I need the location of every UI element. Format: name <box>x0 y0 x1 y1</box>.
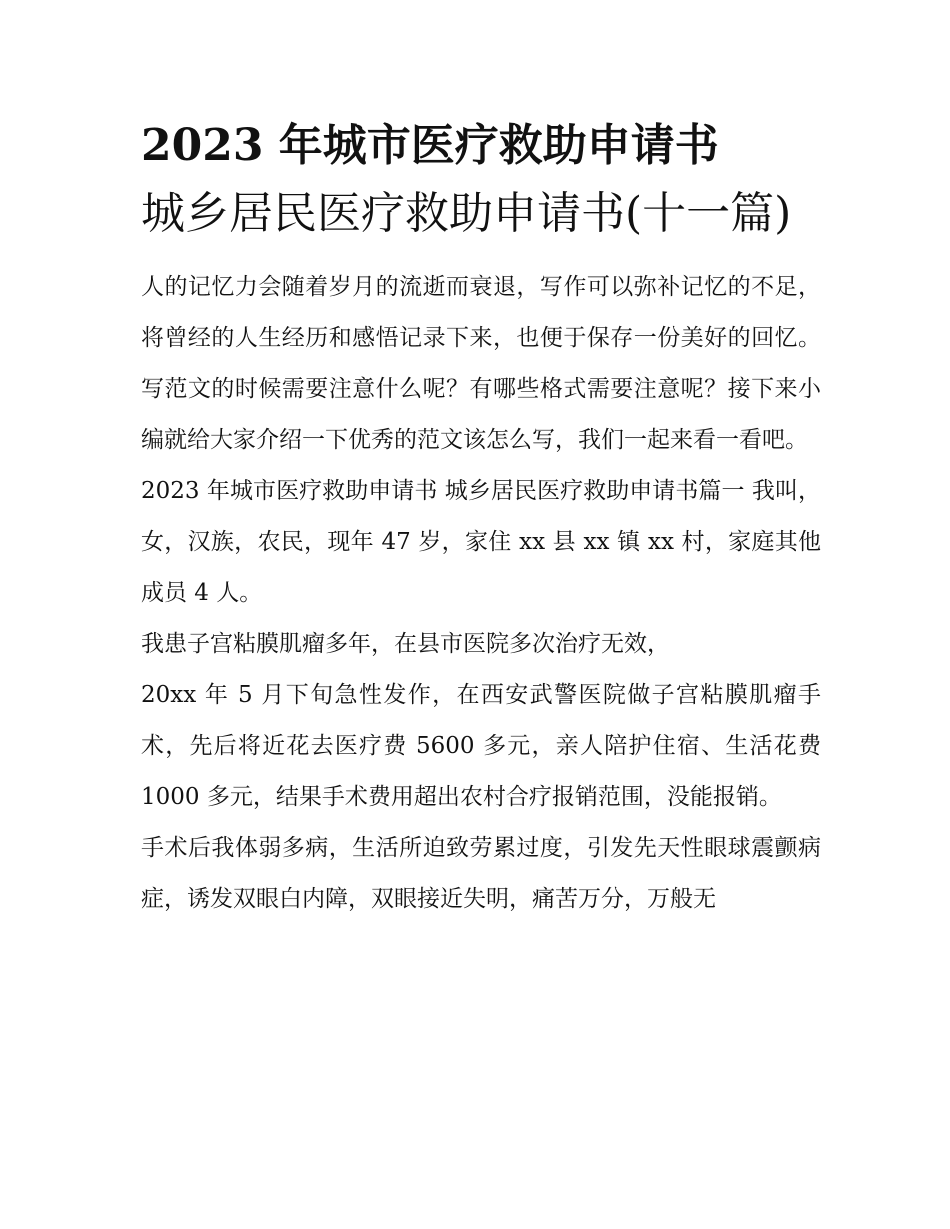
document-page <box>141 112 821 925</box>
document-title <box>141 112 821 248</box>
paragraph-complications: 手术后我体弱多病，生活所迫致劳累过度，引发先天性眼球震颤病症，诱发双眼白内障，双眼接近失明，痛苦万分，万般无 <box>141 835 821 912</box>
paragraph-intro: 人的记忆力会随着岁月的流逝而衰退，写作可以弥补记忆的不足，将曾经的人生经历和感悟记录下来，也便于保存一份美好的回忆。写范文的时候需要注意什么呢？有哪些格式需要注意呢？接下来小编就给大家介绍一下优秀的范文该怎么写，我们一起来看一看吧。 <box>141 274 821 453</box>
title-line-2: 城乡居民医疗救助申请书(十一篇) <box>141 188 792 239</box>
paragraph-surgery-costs: 20xx 年 5 月下旬急性发作，在西安武警医院做子宫粘膜肌瘤手术，先后将近花去医疗费 5600 多元，亲人陪护住宿、生活花费 1000 多元，结果手术费用超出农村合疗报销范围，没能报销。 <box>141 682 821 810</box>
paragraph-illness-history: 我患子宫粘膜肌瘤多年，在县市医院多次治疗无效， <box>141 631 670 657</box>
paragraph-applicant-info: 2023 年城市医疗救助申请书 城乡居民医疗救助申请书篇一 我叫，女，汉族，农民，现年 47 岁，家住 xx 县 xx 镇 xx 村，家庭其他成员 4 人。 <box>141 478 821 606</box>
title-line-1: 2023 年城市医疗救助申请书 <box>141 120 719 171</box>
document-body <box>141 262 821 925</box>
